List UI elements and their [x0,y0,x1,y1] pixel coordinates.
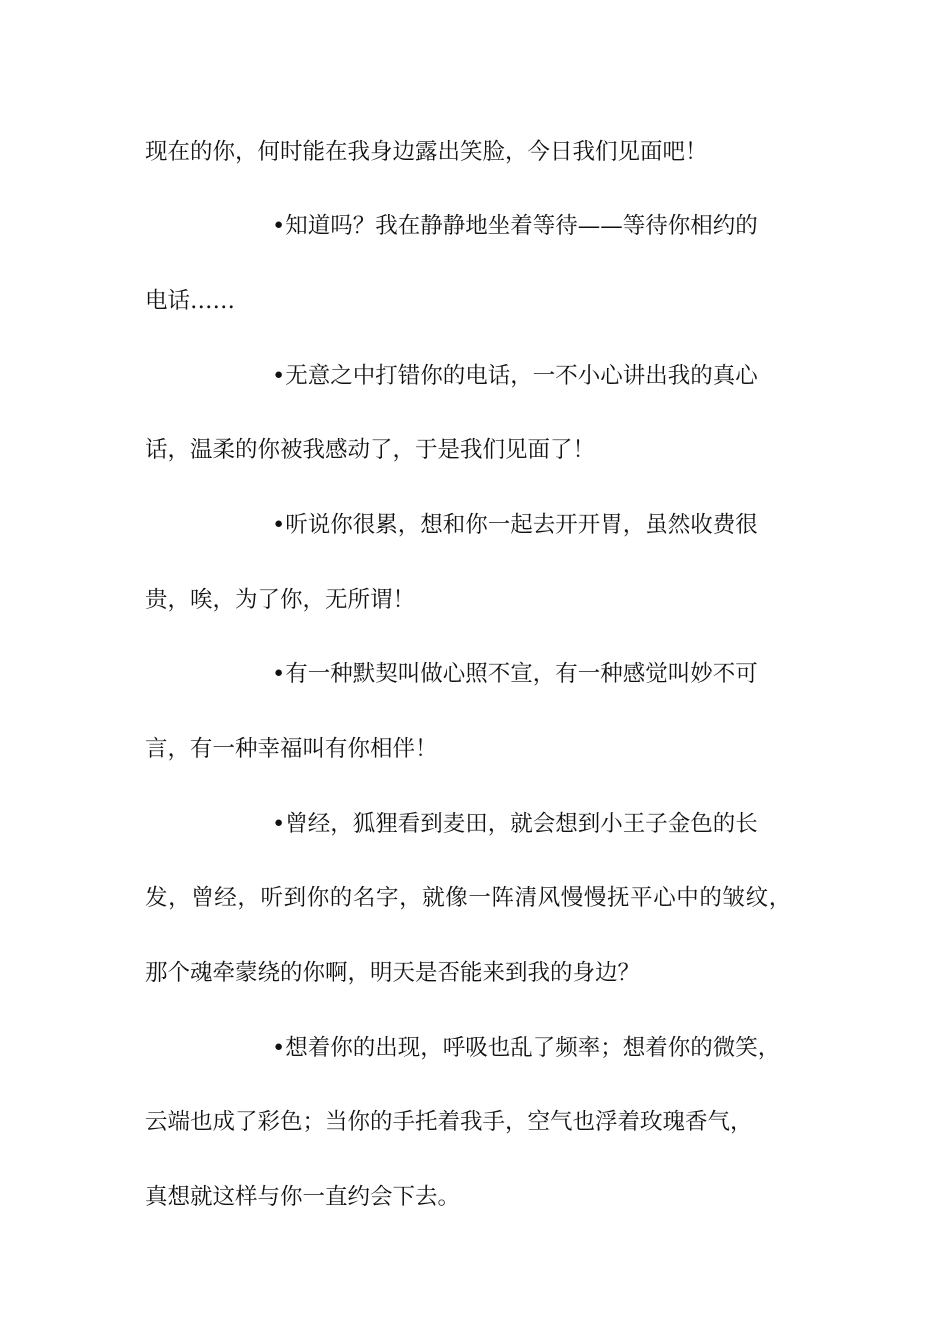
bullet-line: •曾经，狐狸看到麦田，就会想到小王子金色的长 [272,811,758,837]
bullet-line: •有一种默契叫做心照不宣，有一种感觉叫妙不可 [272,661,758,687]
bullet-line: •想着你的出现，呼吸也乱了频率；想着你的微笑， [272,1035,781,1061]
bullet-line: •无意之中打错你的电话，一不小心讲出我的真心 [272,363,758,389]
text-line: 现在的你，何时能在我身边露出笑脸，今日我们见面吧！ [145,139,708,165]
text-line: 电话…… [145,288,236,314]
text-line: 那个魂牵蒙绕的你啊，明天是否能来到我的身边？ [145,960,641,986]
text-line: 言，有一种幸福叫有你相伴！ [145,736,438,762]
text-line: 发，曾经，听到你的名字，就像一阵清风慢慢抚平心中的皱纹， [145,885,792,911]
text-line: 话，温柔的你被我感动了，于是我们见面了！ [145,437,596,463]
text-line: 云端也成了彩色；当你的手托着我手，空气也浮着玫瑰香气， [145,1109,753,1135]
bullet-line: •听说你很累，想和你一起去开开胃，虽然收费很 [272,512,758,538]
text-line: 贵，唉，为了你，无所谓！ [145,587,416,613]
text-line: 真想就这样与你一直约会下去。 [145,1184,461,1210]
bullet-line: •知道吗？我在静静地坐着等待——等待你相约的 [272,213,758,239]
